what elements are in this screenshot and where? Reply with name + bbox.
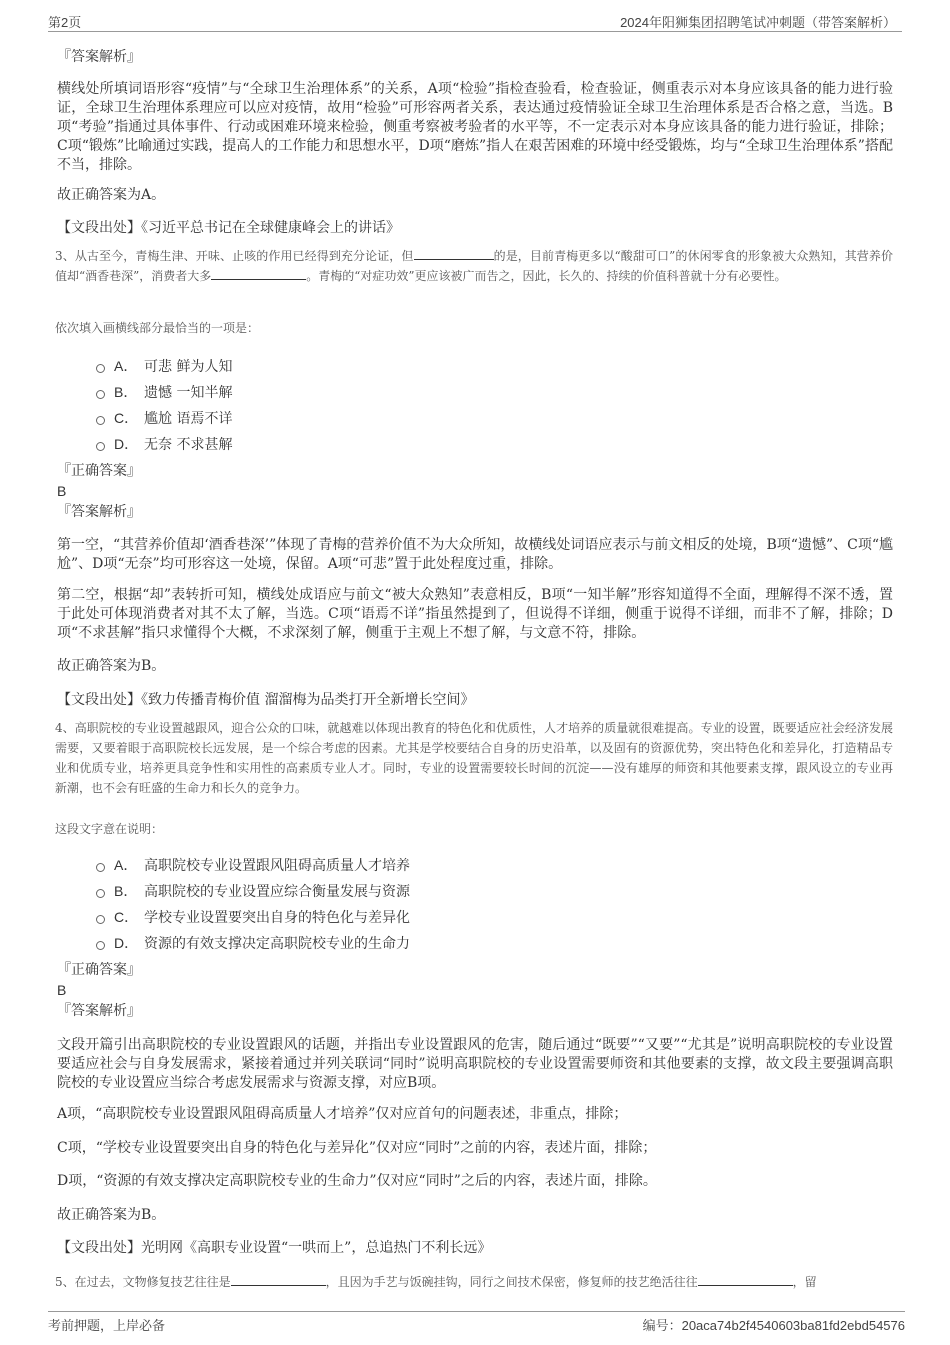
q2-analysis-label: 『答案解析』 [57, 49, 141, 65]
q2-analysis: 横线处所填词语形容“疫情”与“全球卫生治理体系”的关系，A项“检验”指检查验看，检查验证，侧重表示对本身应该具备的能力进行验证，全球卫生治理体系理应可以应对疫情，故用“检验”可形容两者关系，表达通过疫情验证全球卫生治理体系是否合格之意，当选。B项“考验”指通过具体事件、行动或困难环境来检验，侧重考察被考验者的水平等，不一定表示对本身应该具备的能力进行验证，排除；C项“锻炼”比喻通过实践，提高人的工作能力和思想水平，D项“磨炼”指人在艰苦困难的环境中经受锻炼，均与“全球卫生治理体系”搭配不当，排除。 [57, 81, 893, 173]
page-number: 第2页 [48, 15, 82, 30]
q3-option-a[interactable] [96, 353, 232, 379]
q5-stem-part: ，留 [792, 1275, 817, 1289]
q4-option-a[interactable] [96, 852, 410, 878]
radio-icon[interactable] [96, 941, 105, 950]
q2-conclusion: 故正确答案为A。 [57, 187, 166, 203]
q4-option-b[interactable] [96, 878, 410, 904]
q4-option-d[interactable] [96, 930, 410, 956]
document-code-value: 20aca74b2f4540603ba81fd2ebd54576 [681, 1318, 905, 1333]
q3-option-d[interactable] [96, 431, 232, 457]
option-letter: A． [114, 358, 138, 374]
q4-answer-label: 『正确答案』 [57, 962, 141, 978]
option-text: 资源的有效支撑决定高职院校专业的生命力 [144, 936, 410, 952]
page-header [48, 11, 902, 32]
option-text: 高职院校的专业设置应综合衡量发展与资源 [144, 884, 410, 900]
document-code [643, 1315, 905, 1334]
option-letter: B． [114, 384, 138, 400]
page-footer [48, 1311, 905, 1334]
q5-stem-part: 5、在过去，文物修复技艺往往是 [55, 1275, 231, 1289]
q3-prompt: 依次填入画横线部分最恰当的一项是： [55, 321, 260, 335]
option-text: 高职院校专业设置跟风阻碍高质量人才培养 [144, 858, 410, 874]
q4-analysis-a: A项，“高职院校专业设置跟风阻碍高质量人才培养”仅对应首句的问题表述，非重点，排除； [57, 1106, 628, 1122]
q3-stem-part: 。青梅的“对症功效”更应该被广而告之，因此，长久的、持续的价值科普就十分有必要性。 [306, 269, 787, 283]
q3-stem-part: 3、从古至今，青梅生津、开味、止咳的作用已经得到充分论证，但 [55, 249, 414, 263]
q3-answer: B [57, 483, 67, 499]
q3-analysis-label: 『答案解析』 [57, 504, 141, 520]
q5-stem-part: ，且因为手艺与饭碗挂钩，同行之间技术保密，修复师的技艺绝活往往 [325, 1275, 698, 1289]
option-letter: C． [114, 410, 139, 426]
q3-stem-part: 的是，目前青梅更多以“酸甜可口”的休闲零食的形象被大众熟知，其营养价值却“酒香巷深”，消费者大多 [55, 249, 894, 283]
option-text: 无奈 不求甚解 [144, 437, 233, 453]
radio-icon[interactable] [96, 390, 105, 399]
q4-prompt: 这段文字意在说明： [55, 822, 164, 836]
q3-conclusion: 故正确答案为B。 [57, 658, 166, 674]
q4-analysis-d: D项，“资源的有效支撑决定高职院校专业的生命力”仅对应“同时”之后的内容，表述片面，排除。 [57, 1173, 657, 1189]
q4-stem: 4、高职院校的专业设置越跟风，迎合公众的口味，就越难以体现出教育的特色化和优质性，人才培养的质量就很难提高。专业的设置，既要适应社会经济发展需要，又要着眼于高职院校长远发展，是一个综合考虑的因素。尤其是学校要结合自身的历史沿革，以及固有的资源优势，突出特色化和差异化，打造精品专业和优质专业，培养更具竞争性和实用性的高素质专业人才。同时，专业的设置需要较长时间的沉淀——没有雄厚的师资和其他要素支撑，跟风设立的专业再新潮，也不会有旺盛的生命力和长久的竞争力。 [55, 721, 893, 795]
radio-icon[interactable] [96, 364, 105, 373]
q3-blank-2 [211, 268, 306, 280]
radio-icon[interactable] [96, 442, 105, 451]
option-letter: A． [114, 857, 138, 873]
q4-options [96, 852, 410, 956]
option-letter: D． [114, 436, 139, 452]
q4-source: 【文段出处】光明网《高职专业设置“一哄而上”，总追热门不利长远》 [57, 1240, 492, 1256]
radio-icon[interactable] [96, 863, 105, 872]
q5-blank-1 [231, 1274, 326, 1286]
q3-option-c[interactable] [96, 405, 232, 431]
q3-option-b[interactable] [96, 379, 232, 405]
option-text: 尴尬 语焉不详 [144, 411, 233, 427]
radio-icon[interactable] [96, 915, 105, 924]
q3-options [96, 353, 232, 457]
radio-icon[interactable] [96, 889, 105, 898]
q3-analysis-1: 第一空，“其营养价值却‘酒香巷深’”体现了青梅的营养价值不为大众所知，故横线处词语应表示与前文相反的处境，B项“遗憾”、C项“尴尬”、D项“无奈”均可形容这一处境，保留。A项“可悲”置于此处程度过重，排除。 [57, 537, 893, 572]
q3-source: 【文段出处】《致力传播青梅价值 溜溜梅为品类打开全新增长空间》 [57, 692, 475, 708]
option-text: 遗憾 一知半解 [144, 385, 233, 401]
q3-stem [55, 246, 893, 286]
q4-option-c[interactable] [96, 904, 410, 930]
q3-analysis-2: 第二空，根据“却”表转折可知，横线处成语应与前文“被大众熟知”表意相反，B项“一知半解”形容知道得不全面，理解得不深不透，置于此处可体现消费者对其不太了解，当选。C项“语焉不详”指虽然提到了，但说得不详细，侧重于说得不详细，而非不了解，排除；D项“不求甚解”指只求懂得个大概，不求深刻了解，侧重于主观上不想了解，与文意不符，排除。 [57, 587, 893, 641]
option-text: 学校专业设置要突出自身的特色化与差异化 [144, 910, 410, 926]
footer-slogan: 考前押题，上岸必备 [48, 1318, 166, 1333]
q4-answer: B [57, 982, 67, 998]
q4-analysis-label: 『答案解析』 [57, 1003, 141, 1019]
q4-analysis-1: 文段开篇引出高职院校的专业设置跟风的话题，并指出专业设置跟风的危害，随后通过“既要”“又要”“尤其是”说明高职院校的专业设置要适应社会与自身发展需求，紧接着通过并列关联词“同时”说明高职院校的专业设置需要师资和其他要素的支撑，故文段主要强调高职院校的专业设置应当综合考虑发展需求与资源支撑，对应B项。 [57, 1037, 893, 1091]
q5-stem [55, 1272, 895, 1292]
q4-analysis-c: C项，“学校专业设置要突出自身的特色化与差异化”仅对应“同时”之前的内容，表述片面，排除； [57, 1140, 657, 1156]
option-letter: C． [114, 909, 139, 925]
q3-blank-1 [414, 248, 494, 260]
option-letter: B． [114, 883, 138, 899]
document-code-label: 编号： [642, 1318, 682, 1333]
q4-conclusion: 故正确答案为B。 [57, 1207, 166, 1223]
q5-blank-2 [698, 1274, 793, 1286]
q2-source: 【文段出处】《习近平总书记在全球健康峰会上的讲话》 [57, 220, 400, 236]
radio-icon[interactable] [96, 416, 105, 425]
option-text: 可悲 鲜为人知 [144, 359, 233, 375]
option-letter: D． [114, 935, 139, 951]
q3-answer-label: 『正确答案』 [57, 463, 141, 479]
document-title: 2024年阳狮集团招聘笔试冲刺题（带答案解析） [620, 15, 896, 30]
